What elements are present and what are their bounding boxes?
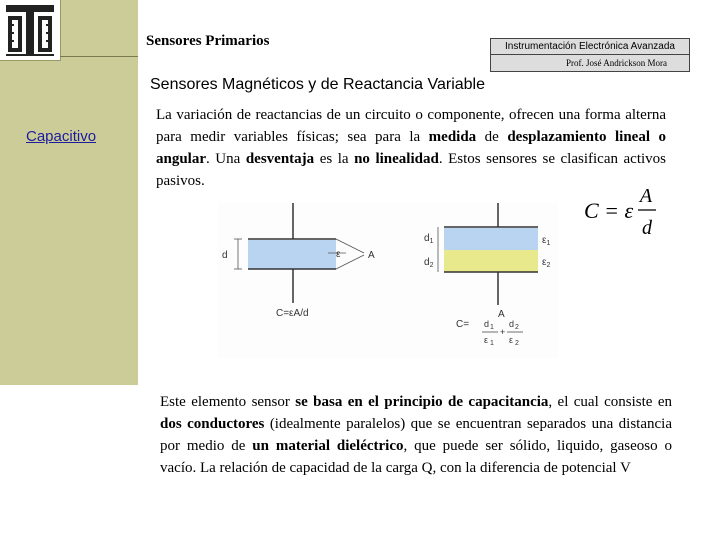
capacitor-diagram [218, 203, 558, 358]
section-title: Sensores Magnéticos y de Reactancia Variable [150, 76, 485, 93]
dielectric-block [248, 240, 336, 269]
svg-text:ε: ε [484, 335, 489, 345]
svg-text:1: 1 [490, 340, 494, 347]
capacitance-formula [582, 182, 664, 240]
institution-logo [0, 0, 61, 61]
right-formula-c: C= [456, 319, 470, 330]
svg-text:ε: ε [509, 335, 514, 345]
svg-text:2: 2 [515, 340, 519, 347]
dielectric-1 [444, 228, 538, 250]
label-d1: $d_1$ [424, 233, 434, 245]
label-epsilon: ε [336, 249, 341, 260]
course-name: Instrumentación Electrónica Avanzada [490, 38, 690, 55]
svg-text:2: 2 [515, 324, 519, 331]
label-area-right: A [498, 309, 505, 320]
header-rule [60, 56, 138, 57]
formula-numerator: A [639, 185, 653, 207]
label-d2: $d_2$ [424, 257, 434, 269]
left-formula: C=εA/d [276, 308, 309, 319]
intro-paragraph: La variación de reactancias de un circuito o componente, ofrecen una forma alterna para medir variables físicas; sea para la medida de desplazamiento lineal o angular. Una desventaja es la no linealidad. Estos sensores se clasifican activos pasivos. [156, 107, 666, 189]
svg-text:+: + [500, 327, 506, 337]
professor-name: Prof. José Andrickson Mora [490, 55, 690, 72]
label-d: d [222, 250, 228, 261]
principle-paragraph: Este elemento sensor se basa en el principio de capacitancia, el cual consiste en dos conductores (idealmente paralelos) que se encuentran separados una distancia por medio de un material dieléctrico, que puede ser sólido, liquido, gaseoso o vacío. La relación de capacidad de la carga Q, con la diferencia de potencial V [160, 394, 672, 476]
label-area: A [368, 250, 375, 261]
formula-lhs: C = ε [584, 198, 634, 223]
svg-text:d: d [484, 319, 490, 329]
formula-denominator: d [642, 217, 652, 239]
svg-text:1: 1 [490, 324, 494, 331]
sidebar-label-capacitivo[interactable]: Capacitivo [26, 128, 97, 145]
svg-text:d: d [509, 319, 515, 329]
dielectric-2 [444, 250, 538, 272]
label-e1: $\varepsilon_1$ [542, 235, 551, 247]
header-title: Sensores Primarios [146, 33, 270, 49]
logo-icon [2, 2, 58, 58]
label-e2: $\varepsilon_2$ [542, 257, 551, 269]
